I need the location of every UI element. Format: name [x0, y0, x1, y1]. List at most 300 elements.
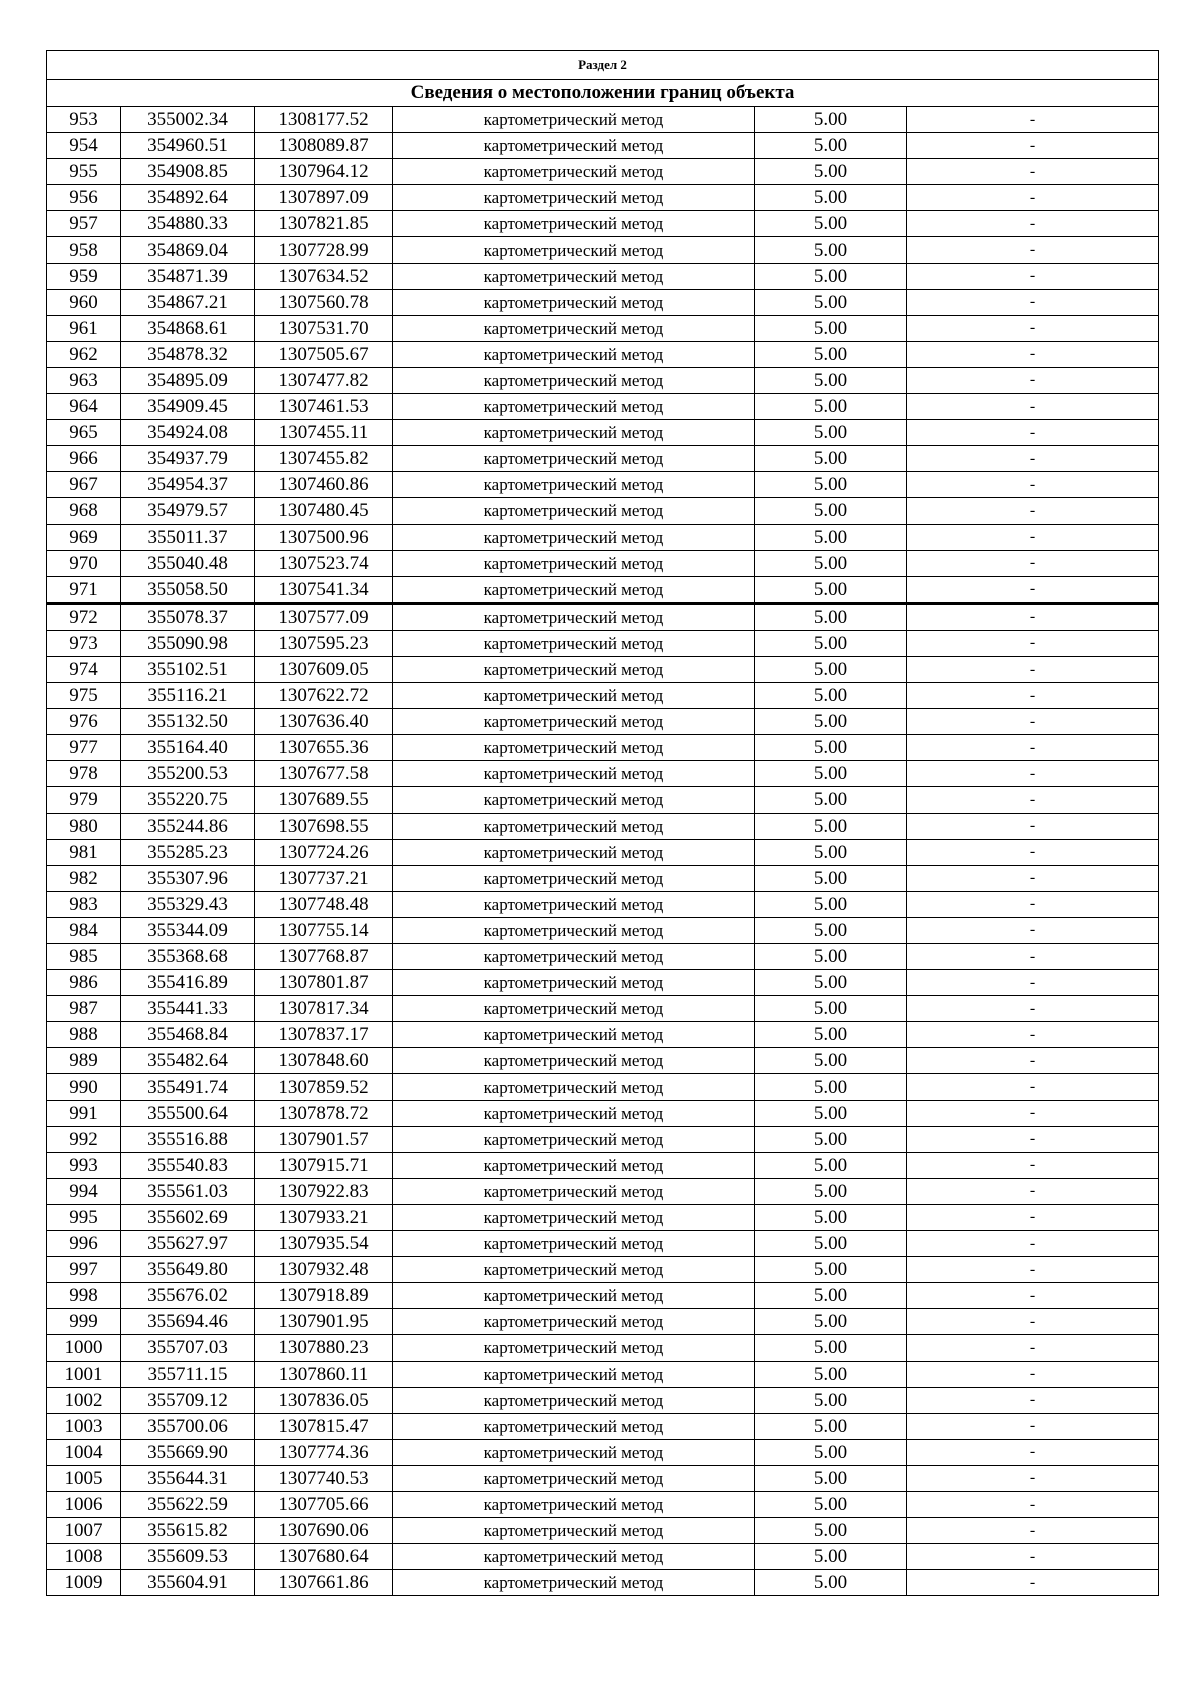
- note-cell: -: [907, 1204, 1159, 1230]
- x-coordinate-cell: 355602.69: [121, 1204, 255, 1230]
- x-coordinate-cell: 354868.61: [121, 315, 255, 341]
- table-row: [47, 394, 1159, 420]
- y-coordinate-cell: 1307724.26: [255, 839, 393, 865]
- note-cell: -: [907, 263, 1159, 289]
- x-coordinate-cell: 354869.04: [121, 237, 255, 263]
- table-row: [47, 1257, 1159, 1283]
- note-cell: -: [907, 1231, 1159, 1257]
- method-cell: картометрический метод: [393, 1387, 755, 1413]
- accuracy-cell: 5.00: [755, 761, 907, 787]
- note-cell: -: [907, 891, 1159, 917]
- y-coordinate-cell: 1307748.48: [255, 891, 393, 917]
- x-coordinate-cell: 355285.23: [121, 839, 255, 865]
- x-coordinate-cell: 355694.46: [121, 1309, 255, 1335]
- accuracy-cell: 5.00: [755, 1335, 907, 1361]
- point-number-cell: 967: [47, 472, 121, 498]
- x-coordinate-cell: 355441.33: [121, 996, 255, 1022]
- method-cell: картометрический метод: [393, 524, 755, 550]
- x-coordinate-cell: 355561.03: [121, 1178, 255, 1204]
- accuracy-cell: 5.00: [755, 211, 907, 237]
- y-coordinate-cell: 1307815.47: [255, 1413, 393, 1439]
- y-coordinate-cell: 1307595.23: [255, 630, 393, 656]
- point-number-cell: 988: [47, 1022, 121, 1048]
- table-row: [47, 917, 1159, 943]
- y-coordinate-cell: 1307860.11: [255, 1361, 393, 1387]
- accuracy-cell: 5.00: [755, 185, 907, 211]
- note-cell: -: [907, 1100, 1159, 1126]
- method-cell: картометрический метод: [393, 472, 755, 498]
- point-number-cell: 979: [47, 787, 121, 813]
- y-coordinate-cell: 1307705.66: [255, 1491, 393, 1517]
- accuracy-cell: 5.00: [755, 917, 907, 943]
- y-coordinate-cell: 1307933.21: [255, 1204, 393, 1230]
- point-number-cell: 957: [47, 211, 121, 237]
- y-coordinate-cell: 1307817.34: [255, 996, 393, 1022]
- table-row: [47, 1309, 1159, 1335]
- accuracy-cell: 5.00: [755, 394, 907, 420]
- method-cell: картометрический метод: [393, 996, 755, 1022]
- y-coordinate-cell: 1307480.45: [255, 498, 393, 524]
- y-coordinate-cell: 1307964.12: [255, 159, 393, 185]
- y-coordinate-cell: 1307728.99: [255, 237, 393, 263]
- accuracy-cell: 5.00: [755, 1257, 907, 1283]
- point-number-cell: 968: [47, 498, 121, 524]
- x-coordinate-cell: 355644.31: [121, 1465, 255, 1491]
- x-coordinate-cell: 354892.64: [121, 185, 255, 211]
- point-number-cell: 961: [47, 315, 121, 341]
- x-coordinate-cell: 355604.91: [121, 1570, 255, 1596]
- table-row: [47, 524, 1159, 550]
- point-number-cell: 998: [47, 1283, 121, 1309]
- note-cell: -: [907, 133, 1159, 159]
- x-coordinate-cell: 355491.74: [121, 1074, 255, 1100]
- accuracy-cell: 5.00: [755, 656, 907, 682]
- method-cell: картометрический метод: [393, 1074, 755, 1100]
- accuracy-cell: 5.00: [755, 159, 907, 185]
- point-number-cell: 989: [47, 1048, 121, 1074]
- note-cell: -: [907, 315, 1159, 341]
- x-coordinate-cell: 354895.09: [121, 367, 255, 393]
- point-number-cell: 1006: [47, 1491, 121, 1517]
- point-number-cell: 981: [47, 839, 121, 865]
- y-coordinate-cell: 1307880.23: [255, 1335, 393, 1361]
- table-row: [47, 576, 1159, 603]
- table-row: [47, 865, 1159, 891]
- note-cell: -: [907, 1257, 1159, 1283]
- note-cell: -: [907, 787, 1159, 813]
- table-row: [47, 289, 1159, 315]
- point-number-cell: 964: [47, 394, 121, 420]
- x-coordinate-cell: 354924.08: [121, 420, 255, 446]
- x-coordinate-cell: 355132.50: [121, 709, 255, 735]
- method-cell: картометрический метод: [393, 1465, 755, 1491]
- y-coordinate-cell: 1307837.17: [255, 1022, 393, 1048]
- x-coordinate-cell: 354878.32: [121, 341, 255, 367]
- point-number-cell: 985: [47, 944, 121, 970]
- accuracy-cell: 5.00: [755, 1022, 907, 1048]
- note-cell: -: [907, 944, 1159, 970]
- note-cell: -: [907, 498, 1159, 524]
- note-cell: -: [907, 576, 1159, 603]
- method-cell: картометрический метод: [393, 367, 755, 393]
- x-coordinate-cell: 355468.84: [121, 1022, 255, 1048]
- method-cell: картометрический метод: [393, 1257, 755, 1283]
- table-row: [47, 367, 1159, 393]
- point-number-cell: 966: [47, 446, 121, 472]
- method-cell: картометрический метод: [393, 211, 755, 237]
- accuracy-cell: 5.00: [755, 813, 907, 839]
- note-cell: -: [907, 107, 1159, 133]
- point-number-cell: 973: [47, 630, 121, 656]
- table-row: [47, 1231, 1159, 1257]
- table-row: [47, 1335, 1159, 1361]
- section-title: Раздел 2: [47, 51, 1159, 80]
- accuracy-cell: 5.00: [755, 944, 907, 970]
- note-cell: -: [907, 839, 1159, 865]
- y-coordinate-cell: 1307932.48: [255, 1257, 393, 1283]
- accuracy-cell: 5.00: [755, 1074, 907, 1100]
- point-number-cell: 999: [47, 1309, 121, 1335]
- y-coordinate-cell: 1307461.53: [255, 394, 393, 420]
- method-cell: картометрический метод: [393, 1204, 755, 1230]
- note-cell: -: [907, 1465, 1159, 1491]
- x-coordinate-cell: 355344.09: [121, 917, 255, 943]
- point-number-cell: 1000: [47, 1335, 121, 1361]
- accuracy-cell: 5.00: [755, 446, 907, 472]
- point-number-cell: 953: [47, 107, 121, 133]
- note-cell: -: [907, 813, 1159, 839]
- method-cell: картометрический метод: [393, 237, 755, 263]
- table-row: [47, 1283, 1159, 1309]
- point-number-cell: 977: [47, 735, 121, 761]
- y-coordinate-cell: 1307698.55: [255, 813, 393, 839]
- point-number-cell: 1001: [47, 1361, 121, 1387]
- note-cell: -: [907, 1335, 1159, 1361]
- method-cell: картометрический метод: [393, 1231, 755, 1257]
- y-coordinate-cell: 1307915.71: [255, 1152, 393, 1178]
- y-coordinate-cell: 1307622.72: [255, 683, 393, 709]
- point-number-cell: 1008: [47, 1544, 121, 1570]
- table-row: [47, 315, 1159, 341]
- accuracy-cell: 5.00: [755, 709, 907, 735]
- y-coordinate-cell: 1307677.58: [255, 761, 393, 787]
- table-row: [47, 211, 1159, 237]
- table-row: [47, 1048, 1159, 1074]
- x-coordinate-cell: 355164.40: [121, 735, 255, 761]
- note-cell: -: [907, 159, 1159, 185]
- accuracy-cell: 5.00: [755, 1491, 907, 1517]
- table-row: [47, 683, 1159, 709]
- table-row: [47, 603, 1159, 630]
- method-cell: картометрический метод: [393, 839, 755, 865]
- note-cell: -: [907, 341, 1159, 367]
- method-cell: картометрический метод: [393, 1022, 755, 1048]
- y-coordinate-cell: 1307655.36: [255, 735, 393, 761]
- table-row: [47, 839, 1159, 865]
- note-cell: -: [907, 1048, 1159, 1074]
- note-cell: -: [907, 185, 1159, 211]
- note-cell: -: [907, 550, 1159, 576]
- x-coordinate-cell: 355058.50: [121, 576, 255, 603]
- y-coordinate-cell: 1307690.06: [255, 1518, 393, 1544]
- x-coordinate-cell: 355329.43: [121, 891, 255, 917]
- y-coordinate-cell: 1307901.95: [255, 1309, 393, 1335]
- y-coordinate-cell: 1307689.55: [255, 787, 393, 813]
- point-number-cell: 1002: [47, 1387, 121, 1413]
- accuracy-cell: 5.00: [755, 1309, 907, 1335]
- method-cell: картометрический метод: [393, 917, 755, 943]
- x-coordinate-cell: 355676.02: [121, 1283, 255, 1309]
- method-cell: картометрический метод: [393, 1439, 755, 1465]
- accuracy-cell: 5.00: [755, 472, 907, 498]
- accuracy-cell: 5.00: [755, 1544, 907, 1570]
- accuracy-cell: 5.00: [755, 1100, 907, 1126]
- accuracy-cell: 5.00: [755, 1048, 907, 1074]
- note-cell: -: [907, 1361, 1159, 1387]
- note-cell: -: [907, 996, 1159, 1022]
- y-coordinate-cell: 1307935.54: [255, 1231, 393, 1257]
- accuracy-cell: 5.00: [755, 420, 907, 446]
- y-coordinate-cell: 1307477.82: [255, 367, 393, 393]
- note-cell: -: [907, 683, 1159, 709]
- method-cell: картометрический метод: [393, 944, 755, 970]
- accuracy-cell: 5.00: [755, 1413, 907, 1439]
- x-coordinate-cell: 354979.57: [121, 498, 255, 524]
- note-cell: -: [907, 630, 1159, 656]
- x-coordinate-cell: 354954.37: [121, 472, 255, 498]
- note-cell: -: [907, 1022, 1159, 1048]
- accuracy-cell: 5.00: [755, 735, 907, 761]
- x-coordinate-cell: 355116.21: [121, 683, 255, 709]
- y-coordinate-cell: 1308177.52: [255, 107, 393, 133]
- x-coordinate-cell: 355609.53: [121, 1544, 255, 1570]
- point-number-cell: 963: [47, 367, 121, 393]
- method-cell: картометрический метод: [393, 1100, 755, 1126]
- table-row: [47, 107, 1159, 133]
- section-header-row: [47, 51, 1159, 80]
- y-coordinate-cell: 1307737.21: [255, 865, 393, 891]
- accuracy-cell: 5.00: [755, 498, 907, 524]
- note-cell: -: [907, 735, 1159, 761]
- accuracy-cell: 5.00: [755, 576, 907, 603]
- table-row: [47, 1439, 1159, 1465]
- note-cell: -: [907, 1074, 1159, 1100]
- point-number-cell: 974: [47, 656, 121, 682]
- table-row: [47, 1178, 1159, 1204]
- x-coordinate-cell: 354937.79: [121, 446, 255, 472]
- note-cell: -: [907, 1387, 1159, 1413]
- point-number-cell: 962: [47, 341, 121, 367]
- point-number-cell: 954: [47, 133, 121, 159]
- table-row: [47, 813, 1159, 839]
- boundary-coordinates-table: [46, 50, 1159, 1596]
- y-coordinate-cell: 1307774.36: [255, 1439, 393, 1465]
- point-number-cell: 956: [47, 185, 121, 211]
- x-coordinate-cell: 355615.82: [121, 1518, 255, 1544]
- accuracy-cell: 5.00: [755, 1152, 907, 1178]
- method-cell: картометрический метод: [393, 813, 755, 839]
- table-row: [47, 263, 1159, 289]
- note-cell: -: [907, 289, 1159, 315]
- note-cell: -: [907, 656, 1159, 682]
- table-row: [47, 133, 1159, 159]
- method-cell: картометрический метод: [393, 865, 755, 891]
- method-cell: картометрический метод: [393, 394, 755, 420]
- x-coordinate-cell: 355220.75: [121, 787, 255, 813]
- method-cell: картометрический метод: [393, 576, 755, 603]
- point-number-cell: 958: [47, 237, 121, 263]
- y-coordinate-cell: 1307801.87: [255, 970, 393, 996]
- accuracy-cell: 5.00: [755, 315, 907, 341]
- method-cell: картометрический метод: [393, 709, 755, 735]
- x-coordinate-cell: 355200.53: [121, 761, 255, 787]
- y-coordinate-cell: 1307848.60: [255, 1048, 393, 1074]
- y-coordinate-cell: 1307560.78: [255, 289, 393, 315]
- table-row: [47, 944, 1159, 970]
- table-row: [47, 891, 1159, 917]
- x-coordinate-cell: 354880.33: [121, 211, 255, 237]
- point-number-cell: 1009: [47, 1570, 121, 1596]
- point-number-cell: 1004: [47, 1439, 121, 1465]
- table-row: [47, 1465, 1159, 1491]
- accuracy-cell: 5.00: [755, 1231, 907, 1257]
- table-row: [47, 1544, 1159, 1570]
- method-cell: картометрический метод: [393, 761, 755, 787]
- point-number-cell: 994: [47, 1178, 121, 1204]
- method-cell: картометрический метод: [393, 683, 755, 709]
- y-coordinate-cell: 1307609.05: [255, 656, 393, 682]
- note-cell: -: [907, 367, 1159, 393]
- accuracy-cell: 5.00: [755, 1465, 907, 1491]
- accuracy-cell: 5.00: [755, 603, 907, 630]
- table-row: [47, 1152, 1159, 1178]
- method-cell: картометрический метод: [393, 289, 755, 315]
- accuracy-cell: 5.00: [755, 524, 907, 550]
- y-coordinate-cell: 1307768.87: [255, 944, 393, 970]
- method-cell: картометрический метод: [393, 1570, 755, 1596]
- x-coordinate-cell: 354867.21: [121, 289, 255, 315]
- accuracy-cell: 5.00: [755, 367, 907, 393]
- y-coordinate-cell: 1307541.34: [255, 576, 393, 603]
- x-coordinate-cell: 355711.15: [121, 1361, 255, 1387]
- point-number-cell: 993: [47, 1152, 121, 1178]
- point-number-cell: 972: [47, 603, 121, 630]
- accuracy-cell: 5.00: [755, 1178, 907, 1204]
- x-coordinate-cell: 355244.86: [121, 813, 255, 839]
- x-coordinate-cell: 355416.89: [121, 970, 255, 996]
- table-row: [47, 159, 1159, 185]
- method-cell: картометрический метод: [393, 420, 755, 446]
- x-coordinate-cell: 355622.59: [121, 1491, 255, 1517]
- accuracy-cell: 5.00: [755, 891, 907, 917]
- note-cell: -: [907, 761, 1159, 787]
- table-row: [47, 656, 1159, 682]
- method-cell: картометрический метод: [393, 341, 755, 367]
- x-coordinate-cell: 355011.37: [121, 524, 255, 550]
- method-cell: картометрический метод: [393, 1491, 755, 1517]
- note-cell: -: [907, 1518, 1159, 1544]
- note-cell: -: [907, 472, 1159, 498]
- y-coordinate-cell: 1307500.96: [255, 524, 393, 550]
- accuracy-cell: 5.00: [755, 133, 907, 159]
- note-cell: -: [907, 1413, 1159, 1439]
- method-cell: картометрический метод: [393, 1126, 755, 1152]
- point-number-cell: 959: [47, 263, 121, 289]
- caption-row: [47, 80, 1159, 107]
- accuracy-cell: 5.00: [755, 1518, 907, 1544]
- accuracy-cell: 5.00: [755, 1387, 907, 1413]
- y-coordinate-cell: 1307523.74: [255, 550, 393, 576]
- point-number-cell: 969: [47, 524, 121, 550]
- y-coordinate-cell: 1307821.85: [255, 211, 393, 237]
- note-cell: -: [907, 1439, 1159, 1465]
- accuracy-cell: 5.00: [755, 550, 907, 576]
- table-row: [47, 1074, 1159, 1100]
- table-row: [47, 630, 1159, 656]
- point-number-cell: 982: [47, 865, 121, 891]
- method-cell: картометрический метод: [393, 263, 755, 289]
- point-number-cell: 978: [47, 761, 121, 787]
- point-number-cell: 965: [47, 420, 121, 446]
- point-number-cell: 975: [47, 683, 121, 709]
- x-coordinate-cell: 355482.64: [121, 1048, 255, 1074]
- x-coordinate-cell: 355627.97: [121, 1231, 255, 1257]
- point-number-cell: 987: [47, 996, 121, 1022]
- point-number-cell: 992: [47, 1126, 121, 1152]
- note-cell: -: [907, 709, 1159, 735]
- method-cell: картометрический метод: [393, 1413, 755, 1439]
- point-number-cell: 986: [47, 970, 121, 996]
- accuracy-cell: 5.00: [755, 865, 907, 891]
- point-number-cell: 990: [47, 1074, 121, 1100]
- point-number-cell: 995: [47, 1204, 121, 1230]
- accuracy-cell: 5.00: [755, 970, 907, 996]
- x-coordinate-cell: 354960.51: [121, 133, 255, 159]
- method-cell: картометрический метод: [393, 735, 755, 761]
- y-coordinate-cell: 1307460.86: [255, 472, 393, 498]
- accuracy-cell: 5.00: [755, 1361, 907, 1387]
- accuracy-cell: 5.00: [755, 289, 907, 315]
- method-cell: картометрический метод: [393, 603, 755, 630]
- method-cell: картометрический метод: [393, 107, 755, 133]
- table-row: [47, 1491, 1159, 1517]
- table-caption: Сведения о местоположении границ объекта: [47, 80, 1159, 107]
- table-row: [47, 1518, 1159, 1544]
- table-row: [47, 1413, 1159, 1439]
- y-coordinate-cell: 1307755.14: [255, 917, 393, 943]
- point-number-cell: 976: [47, 709, 121, 735]
- table-row: [47, 341, 1159, 367]
- y-coordinate-cell: 1307901.57: [255, 1126, 393, 1152]
- note-cell: -: [907, 865, 1159, 891]
- method-cell: картометрический метод: [393, 1335, 755, 1361]
- table-row: [47, 185, 1159, 211]
- method-cell: картометрический метод: [393, 1178, 755, 1204]
- y-coordinate-cell: 1307455.82: [255, 446, 393, 472]
- accuracy-cell: 5.00: [755, 683, 907, 709]
- y-coordinate-cell: 1308089.87: [255, 133, 393, 159]
- method-cell: картометрический метод: [393, 970, 755, 996]
- point-number-cell: 971: [47, 576, 121, 603]
- point-number-cell: 960: [47, 289, 121, 315]
- x-coordinate-cell: 355040.48: [121, 550, 255, 576]
- table-row: [47, 237, 1159, 263]
- table-row: [47, 1022, 1159, 1048]
- accuracy-cell: 5.00: [755, 237, 907, 263]
- note-cell: -: [907, 211, 1159, 237]
- method-cell: картометрический метод: [393, 498, 755, 524]
- method-cell: картометрический метод: [393, 787, 755, 813]
